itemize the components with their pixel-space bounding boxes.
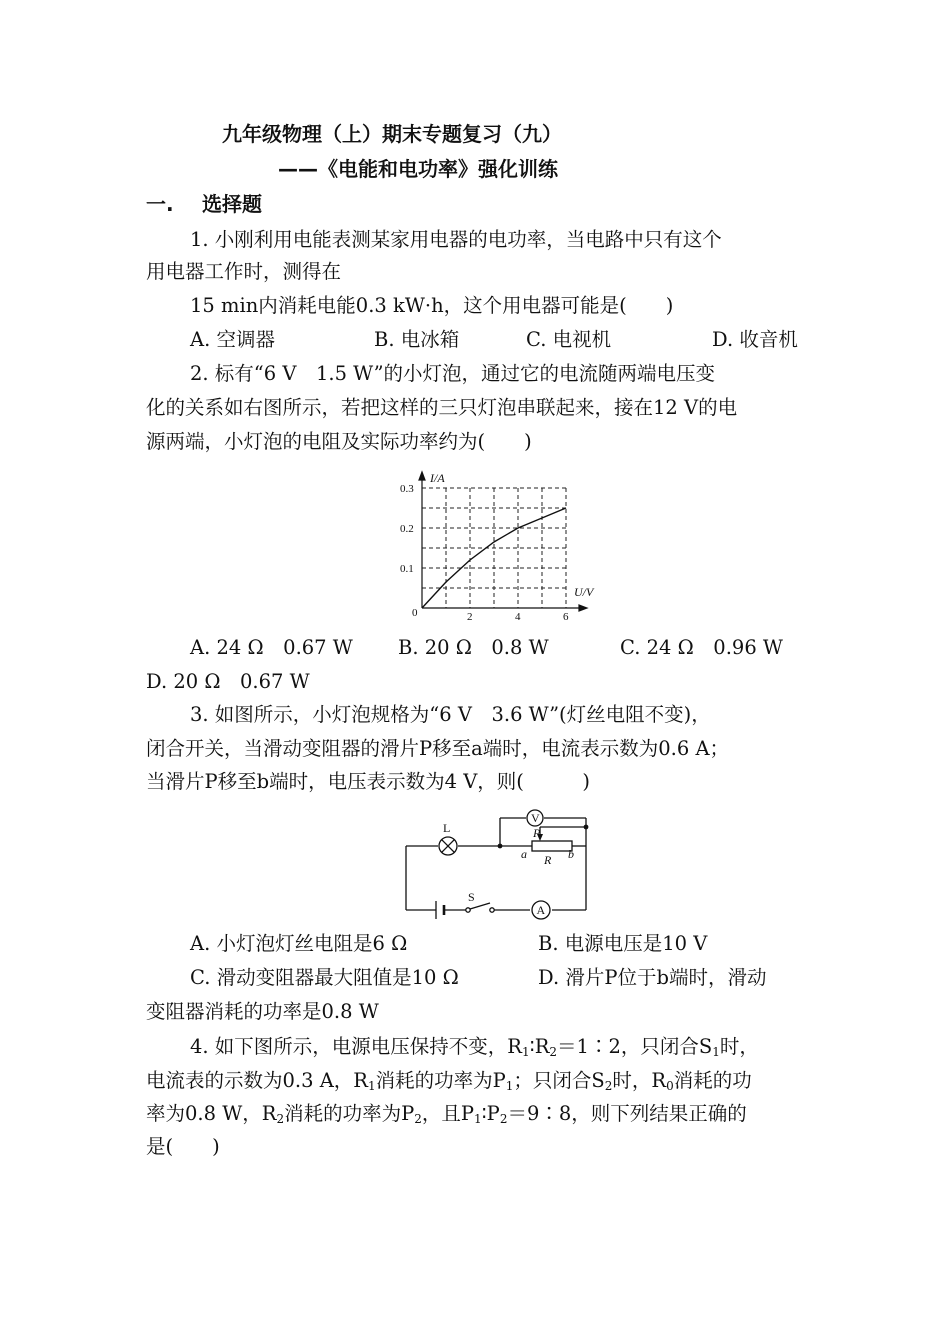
- switch-icon: [466, 903, 494, 912]
- q2-line2: 化的关系如右图所示，若把这样的三只灯泡串联起来，接在12 V的电: [146, 396, 738, 419]
- origin-label: 0: [412, 607, 418, 619]
- q1-option-c: C. 电视机: [526, 328, 612, 351]
- q1-option-d: D. 收音机: [712, 328, 798, 351]
- q4-line2: 电流表的示数为0.3 A，$R_1$消耗的功率为$P_1$；只闭合$S_2$时，$R_0$消耗的功: [146, 1069, 752, 1093]
- q4-line3: 率为0.8 W，$R_2$消耗的功率为$P_2$，且$P_1∶P_2=9∶8$，则下列结果正确的: [146, 1102, 747, 1126]
- q3-line3: 当滑片P移至b端时，电压表示数为4 V，则( ): [146, 770, 591, 793]
- y-tick-label: 0.1: [400, 563, 414, 575]
- x-tick-label: 6: [563, 611, 569, 622]
- q3-line1: 3. 如图所示，小灯泡规格为“6 V 3.6 W”(灯丝电阻不变)，: [190, 703, 711, 726]
- y-tick-label: 0.2: [400, 523, 414, 535]
- page-subtitle: ——《电能和电功率》强化训练: [278, 157, 558, 181]
- q1-line3: 15 min内消耗电能0.3 kW·h，这个用电器可能是( ): [190, 294, 674, 317]
- x-axis-arrow: [579, 605, 587, 611]
- page-title: 九年级物理（上）期末专题复习（九）: [222, 122, 562, 146]
- q2-option-b: B. 20 Ω 0.8 W: [398, 636, 549, 659]
- y-tick-label: 0.3: [400, 483, 414, 495]
- q3-line2: 闭合开关，当滑动变阻器的滑片P移至a端时，电流表示数为0.6 A；: [146, 737, 730, 760]
- q3-option-b: B. 电源电压是10 V: [538, 932, 708, 955]
- junction-dot: [498, 844, 503, 849]
- q2-line3: 源两端，小灯泡的电阻及实际功率约为( ): [146, 430, 532, 453]
- q3-option-c: C. 滑动变阻器最大阻值是10 Ω: [190, 966, 459, 989]
- q1-line2: 用电器工作时，测得在: [146, 260, 342, 283]
- y-axis-label: I/A: [430, 471, 445, 485]
- svg-text:V: V: [531, 811, 540, 825]
- lamp-label: L: [443, 821, 451, 835]
- iu-chart: [392, 470, 602, 622]
- rheostat-icon: [532, 841, 572, 851]
- svg-text:A: A: [536, 903, 546, 917]
- switch-label: S: [468, 890, 475, 904]
- voltmeter-icon: [527, 810, 543, 826]
- q4-line1: 4. 如下图所示，电源电压保持不变，$R_1∶R_2=1∶2$，只闭合$S_1$时，: [190, 1035, 759, 1059]
- slider-label: P: [533, 826, 541, 840]
- section-number: 一.: [146, 192, 174, 216]
- q4-line4: 是( ): [146, 1135, 220, 1158]
- q3-option-d: D. 滑片P位于b端时，滑动: [538, 966, 767, 989]
- q1-line1: 1. 小刚利用电能表测某家用电器的电功率，当电路中只有这个: [190, 228, 722, 251]
- end-a-label: a: [521, 847, 527, 861]
- q3-option-a: A. 小灯泡灯丝电阻是6 Ω: [190, 932, 408, 955]
- x-axis-label: U/V: [574, 585, 594, 599]
- chart-grid: [422, 488, 566, 608]
- q2-option-c: C. 24 Ω 0.96 W: [620, 636, 783, 659]
- q3-option-d-cont: 变阻器消耗的功率是0.8 W: [146, 1000, 379, 1023]
- ammeter-icon: [532, 901, 550, 919]
- x-tick-label: 4: [515, 611, 521, 622]
- lamp-icon: [439, 837, 457, 855]
- junction-dot: [584, 825, 589, 830]
- q2-line1: 2. 标有“6 V 1.5 W”的小灯泡，通过它的电流随两端电压变: [190, 362, 716, 385]
- battery-icon: [436, 901, 444, 919]
- circuit-diagram: [398, 808, 594, 920]
- end-b-label: b: [568, 847, 574, 861]
- y-axis-arrow: [419, 472, 425, 480]
- section-label: 选择题: [202, 192, 262, 216]
- q2-option-a: A. 24 Ω 0.67 W: [190, 636, 353, 659]
- q2-option-d: D. 20 Ω 0.67 W: [146, 670, 310, 693]
- rheostat-label: R: [544, 853, 552, 867]
- chart-axes: [419, 472, 587, 611]
- q1-option-b: B. 电冰箱: [374, 328, 460, 351]
- q1-option-a: A. 空调器: [190, 328, 275, 351]
- x-tick-label: 2: [467, 611, 473, 622]
